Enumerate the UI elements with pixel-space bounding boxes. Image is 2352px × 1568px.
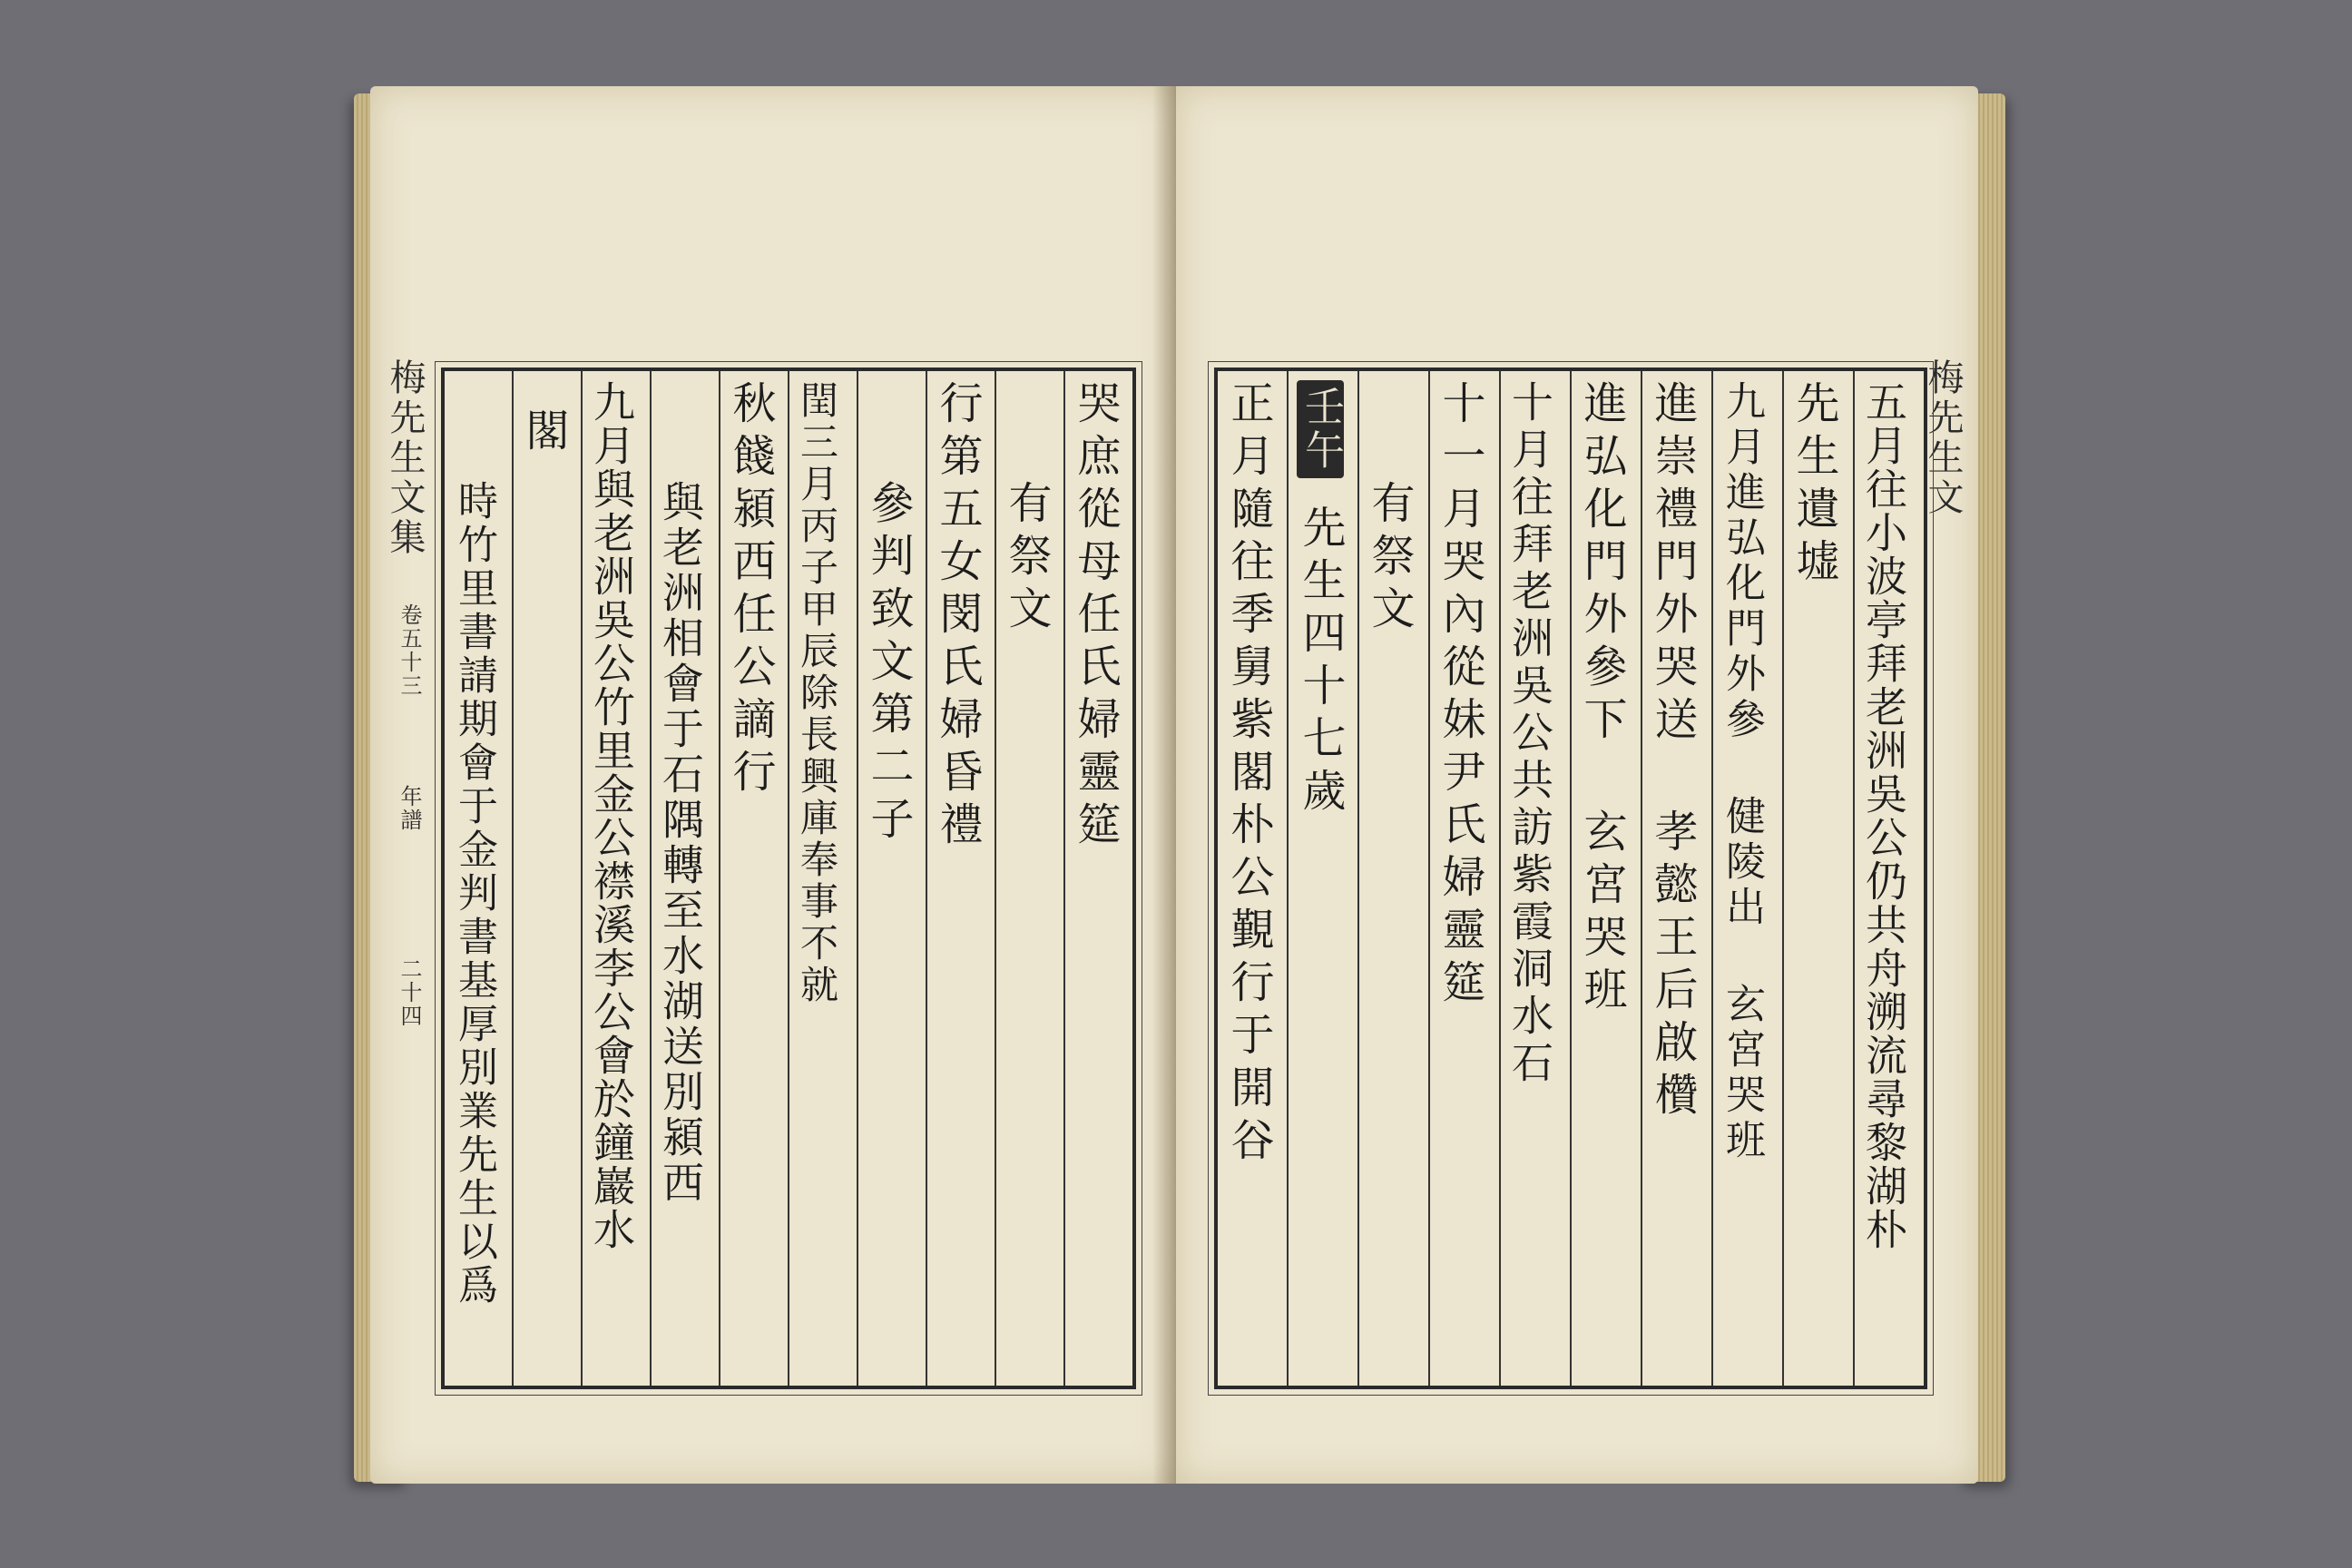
right-column-3: 九月進弘化門外參 健陵出 玄宮哭班 <box>1719 380 1765 1164</box>
right-text-frame <box>1214 368 1927 1389</box>
left-margin-section: 年譜 <box>397 785 422 832</box>
column-rule <box>1063 371 1065 1386</box>
right-column-7: 十一月哭內從妹尹氏婦靈筵 <box>1435 380 1485 1012</box>
left-column-8: 九月與老洲吳公竹里金公襟溪李公會於鐘巖水 <box>587 380 636 1251</box>
right-column-6: 十月往拜老洲吳公共訪紫霞洞水石 <box>1505 380 1554 1088</box>
column-rule <box>1711 371 1713 1386</box>
right-column-4: 進崇禮門外哭送 孝懿王后啟欑 <box>1647 380 1698 1124</box>
right-column-2: 先生遺墟 <box>1788 380 1839 591</box>
left-column-3: 行第五女閔氏婦昏禮 <box>932 380 983 854</box>
left-column-9: 閣 <box>518 407 569 460</box>
year-badge: 壬午 <box>1297 380 1344 478</box>
left-column-7: 與老洲相會于石隅轉至水湖送別潁西 <box>656 480 705 1206</box>
left-margin-page-number: 二十四 <box>397 957 422 1028</box>
column-rule <box>1641 371 1642 1386</box>
column-rule <box>719 371 720 1386</box>
right-column-10: 正月隨往季舅紫閣朴公覲行于開谷 <box>1223 380 1274 1170</box>
column-rule <box>650 371 652 1386</box>
column-rule <box>1428 371 1430 1386</box>
left-page <box>370 86 1176 1484</box>
column-rule <box>926 371 927 1386</box>
column-rule <box>788 371 789 1386</box>
column-rule <box>581 371 583 1386</box>
column-rule <box>1853 371 1855 1386</box>
right-column-9: 先生四十七歲 <box>1295 505 1346 820</box>
column-rule <box>512 371 514 1386</box>
left-column-2: 有祭文 <box>1001 480 1052 638</box>
column-rule <box>857 371 858 1386</box>
right-column-9-wrapper <box>1297 380 1344 820</box>
column-rule <box>995 371 996 1386</box>
left-margin-volume: 卷五十三 <box>397 603 422 698</box>
left-column-5: 閏三月丙子甲辰除長興庫奉事不就 <box>795 380 839 1006</box>
column-rule <box>1357 371 1359 1386</box>
column-rule <box>1287 371 1289 1386</box>
right-page <box>1176 86 1978 1484</box>
right-margin-title: 梅先生文 <box>1922 358 1964 518</box>
column-rule <box>1499 371 1501 1386</box>
right-column-1: 五月往小波亭拜老洲吳公仍共舟溯流尋黎湖朴 <box>1859 380 1908 1251</box>
column-rule <box>1570 371 1572 1386</box>
left-text-frame <box>441 368 1136 1389</box>
left-column-6: 秋餞潁西任公謫行 <box>725 380 776 801</box>
left-margin-title: 梅先生文集 <box>384 358 426 558</box>
column-rule <box>1782 371 1784 1386</box>
left-column-4: 參判致文第二子 <box>863 480 914 848</box>
left-column-10: 時竹里書請期會于金判書基厚別業先生以爲 <box>451 480 497 1308</box>
open-book <box>354 86 2005 1502</box>
right-column-8: 有祭文 <box>1364 480 1415 638</box>
right-column-5: 進弘化門外參下 玄宮哭班 <box>1576 380 1627 1019</box>
left-column-1: 哭庶從母任氏婦靈筵 <box>1070 380 1121 854</box>
